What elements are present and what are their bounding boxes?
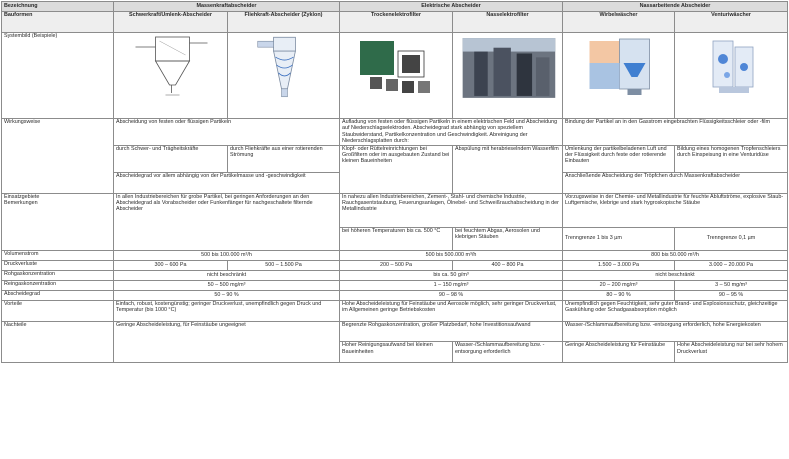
druck-wirbel: 1.500 – 3.000 Pa (563, 260, 675, 270)
druckverluste-label: Druckverluste (2, 260, 114, 270)
elektrisch-header: Elektrische Abscheider (340, 2, 563, 12)
trockenelektro-photo-icon (340, 33, 452, 101)
bauformen-label: Bauformen (2, 12, 114, 33)
nachteile-row-1 (2, 321, 788, 342)
col-nasselektro: Nasselektrofilter (453, 12, 563, 33)
wirkungsweise-row-1 (2, 119, 788, 146)
vorteile-elektro: Hohe Abscheideleistung für Feinstäube und Aerosole möglich, sehr geringer Druckverlust, im Allgemeinen geringe Betriebskosten (340, 300, 563, 321)
nachteile-trocken: Hoher Reinigungsaufwand bei kleinen Baueinheiten (340, 342, 453, 363)
wirk-elektro-main: Aufladung von festen oder flüssigen Partikeln in einem elektrischen Feld und Abscheidung auf Niederschlagselektroden. Abscheidegrad stark abhängig von speziellem Staubwiderstand, Partikelkonzentration und Geschwindigkeit. Abreinigung der Niederschlagsplatten durch: (340, 119, 563, 146)
volumenstrom-label: Volumenstrom (2, 250, 114, 260)
vorteile-row (2, 300, 788, 321)
wirk-nass-grad: Anschließende Abscheidung der Tröpfchen durch Massenkraftabscheider (563, 172, 788, 193)
wirk-massen-main: Abscheidung von festen oder flüssigen Partikeln (114, 119, 340, 146)
nachteile-wirbel: Geringe Abscheideleistung für Feinstäube (563, 342, 675, 363)
wirk-massen-grad: Abscheidegrad vor allem abhängig von der Partikelmasse und -geschwindigkeit (114, 172, 340, 193)
comparison-table (1, 1, 788, 363)
volumenstrom-elektro: 500 bis 500.000 m³/h (340, 250, 563, 260)
nachteile-nass: Wasser-/Schlammaufbereitung bzw. -entsorgung erforderlich, hohe Energiekosten (563, 321, 788, 342)
venturi-image (675, 33, 788, 119)
bezeichnung-header: Bezeichnung (2, 2, 114, 12)
col-trockenelektro: Trockenelektrofilter (340, 12, 453, 33)
vorteile-massen: Einfach, robust, kostengünstig; geringer Druckverlust, unempfindlich gegen Druck und Temperatur (bis 1000 °C) (114, 300, 340, 321)
einsatz-label-2: Bemerkungen (4, 200, 38, 207)
trockenelektro-image (340, 33, 453, 119)
reingas-elektro: 1 – 150 mg/m³ (340, 280, 563, 290)
einsatz-label-1: Einsatzgebiete (4, 193, 40, 200)
volumenstrom-nass: 800 bis 50.000 m³/h (563, 250, 788, 260)
systembild-row (2, 33, 788, 119)
col-fliehkraft: Fliehkraft-Abscheider (Zyklon) (228, 12, 340, 33)
einsatz-wirbel: Trenngrenze 1 bis 3 µm (563, 227, 675, 250)
schwerkraft-sketch-icon (114, 33, 227, 101)
venturi-sketch-icon (675, 33, 787, 101)
nachteile-label: Nachteile (2, 321, 114, 362)
reingas-wirbel: 20 – 200 mg/m³ (563, 280, 675, 290)
einsatz-trocken: bei höheren Temperaturen bis ca. 500 °C (340, 227, 453, 250)
zyklon-sketch-icon (228, 33, 339, 101)
nass-header: Nassarbeitende Abscheider (563, 2, 788, 12)
reingas-venturi: 3 – 50 mg/m³ (675, 280, 788, 290)
massenkraft-header: Massenkraftabscheider (114, 2, 340, 12)
einsatz-nass: Vorzugsweise in der Chemie- und Metallindustrie für feuchte Abluftströme, explosive Staub-Luftgemische, klebrige und stark hygroskopische Stäube (563, 193, 788, 227)
nasselektro-photo-icon (453, 33, 562, 101)
einsatz-venturi: Trenngrenze 0,1 µm (675, 227, 788, 250)
rohgas-label: Rohgaskonzentration (2, 270, 114, 280)
nachteile-venturi: Hohe Abscheideleistung nur bei sehr hohem Druckverlust (675, 342, 788, 363)
wirk-schwerkraft: durch Schwer- und Trägheitskräfte (114, 145, 228, 172)
wirk-venturi: Bildung eines homogenen Tropfenschleiers durch Einspeisung in eine Venturidüse (675, 145, 788, 172)
druck-nasselektro: 400 – 800 Pa (453, 260, 563, 270)
col-schwerkraft: Schwerkraft/Umlenk-Abscheider (114, 12, 228, 33)
schwerkraft-image (114, 33, 228, 119)
wirk-flieh: durch Fliehkräfte aus einer rotierenden Strömung (228, 145, 340, 172)
abscheidegrad-elektro: 90 – 98 % (340, 290, 563, 300)
druck-trocken: 200 – 500 Pa (340, 260, 453, 270)
reingas-label: Reingaskonzentration (2, 280, 114, 290)
nasselektro-image (453, 33, 563, 119)
einsatz-nasselektro: bei feuchtem Abgas, Aerosolen und klebrigen Stäuben (453, 227, 563, 250)
group-header-row (2, 2, 788, 12)
einsatz-row-1 (2, 193, 788, 227)
einsatz-massen: In allen Industriebereichen für grobe Partikel, bei geringen Anforderungen an den Abscheidegrad als Vorabscheider oder Funkenfänger für nachgeschaltete filternde Abscheider (114, 193, 340, 250)
nachteile-elektro: Begrenzte Rohgaskonzentration, großer Platzbedarf, hohe Investitionsaufwand (340, 321, 563, 342)
zyklon-image (228, 33, 340, 119)
nachteile-massen: Geringe Abscheideleistung, für Feinstäube ungeeignet (114, 321, 340, 362)
systembild-label: Systembild (Beispiele) (2, 33, 114, 119)
abscheidegrad-label: Abscheidegrad (2, 290, 114, 300)
reingas-massen: 50 – 500 mg/m³ (114, 280, 340, 290)
vorteile-nass: Unempfindlich gegen Feuchtigkeit, sehr guter Brand- und Explosionsschutz, gleichzeitige Gaskühlung oder Schadgasabsorption möglich (563, 300, 788, 321)
volumenstrom-massen: 500 bis 100.000 m³/h (114, 250, 340, 260)
einsatz-elektro: In nahezu allen Industriebereichen, Zement-, Stahl- und chemische Industrie, Rauchgasentstaubung, Feuerungsanlagen, Ölnebel- und Schweißrauchabscheidung in der Metallindustrie (340, 193, 563, 227)
bauformen-row (2, 12, 788, 33)
druck-schwerkraft: 300 – 600 Pa (114, 260, 228, 270)
abscheidegrad-venturi: 90 – 95 % (675, 290, 788, 300)
druck-venturi: 3.000 – 20.000 Pa (675, 260, 788, 270)
wirkungsweise-label: Wirkungsweise (2, 119, 114, 194)
wirbel-image (563, 33, 675, 119)
einsatz-label (2, 193, 114, 250)
col-venturi: Venturiwäscher (675, 12, 788, 33)
abscheidegrad-row (2, 290, 788, 300)
rohgas-row (2, 270, 788, 280)
vorteile-label: Vorteile (2, 300, 114, 321)
druckverluste-row (2, 260, 788, 270)
rohgas-massen: nicht beschränkt (114, 270, 340, 280)
nachteile-nasselektro: Wasser-/Schlammaufbereitung bzw. -entsorgung erforderlich (453, 342, 563, 363)
wirk-nass-main: Bindung der Partikel an in den Gasstrom eingebrachten Flüssigkeitsschleier oder -film (563, 119, 788, 146)
abscheidegrad-wirbel: 80 – 90 % (563, 290, 675, 300)
col-wirbel: Wirbelwäscher (563, 12, 675, 33)
wirbel-sketch-icon (563, 33, 674, 101)
abscheidegrad-massen: 50 – 90 % (114, 290, 340, 300)
wirk-trocken: Klopf- oder Rüttelreinrichtungen bei Großfiltern oder im ausgebauten Zustand bei kleinen Baueinheiten (340, 145, 453, 193)
druck-flieh: 500 – 1.500 Pa (228, 260, 340, 270)
wirkungsweise-row-2 (2, 145, 788, 172)
wirk-nasselektro: Abspülung mit herabrieselndem Wasserfilm (453, 145, 563, 193)
reingas-row (2, 280, 788, 290)
volumenstrom-row (2, 250, 788, 260)
wirk-wirbel: Umlenkung der partikelbeladenen Luft und der Flüssigkeit durch feste oder rotierende Einbauten (563, 145, 675, 172)
rohgas-elektro: bis ca. 50 g/m³ (340, 270, 563, 280)
rohgas-nass: nicht beschränkt (563, 270, 788, 280)
